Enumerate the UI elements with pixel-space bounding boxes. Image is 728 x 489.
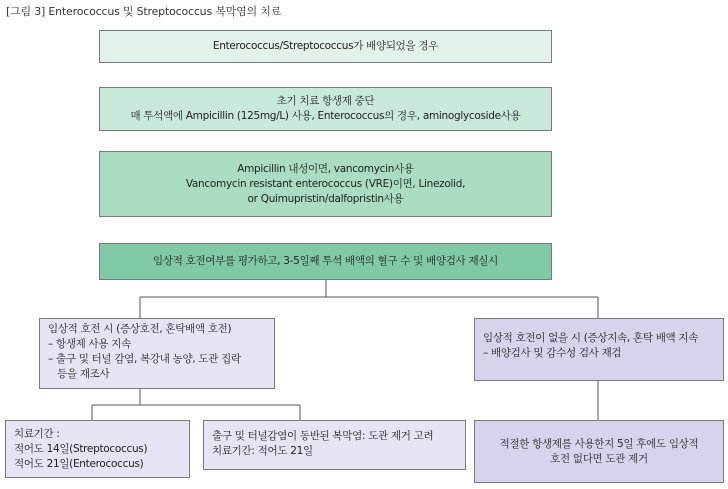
flow-box-initial-line1: 초기 치료 항생제 중단 — [276, 95, 375, 107]
flow-box-evaluation-text: 임상적 호전여부를 평가하고, 3-5일째 투석 배액의 혈구 수 및 배양검사 재실시 — [153, 255, 498, 267]
right-bottom-line1: 적절한 항생제를 사용한지 5일 후에도 임상적 — [499, 437, 699, 450]
left-branch-line4: 등을 재조사 — [48, 368, 110, 380]
flow-box-cultured — [99, 30, 552, 63]
right-branch-not-improved — [474, 318, 724, 381]
sub-box-duration-line2: 적어도 14일(Streptococcus) — [14, 443, 148, 455]
flow-box-initial-treatment — [99, 87, 552, 131]
left-branch-improved — [39, 318, 275, 389]
right-branch-line1: 임상적 호전이 없을 시 (증상지속, 혼탁 배액 지속 — [483, 332, 699, 344]
flow-box-initial-line2: 매 투석액에 Ampicillin (125mg/L) 사용, Enterococcus의 경우, aminoglycoside사용 — [130, 110, 521, 122]
flow-box-resistance-line2: Vancomycin resistant enterococcus (VRE)이면, Linezolid, — [185, 177, 466, 190]
left-branch-line2: – 항생제 사용 지속 — [48, 338, 131, 350]
sub-box-duration-line3: 적어도 21일(Enterococcus) — [14, 458, 144, 470]
flow-box-resistance-line1: Ampicillin 내성이면, vancomycin사용 — [237, 162, 414, 175]
left-branch-line1: 임상적 호전 시 (증상호전, 혼탁배액 호전) — [48, 323, 232, 335]
sub-box-duration — [5, 420, 190, 478]
left-branch-line3: – 출구 및 터널 감염, 복강내 농양, 도관 집락 — [48, 353, 241, 365]
flow-box-resistance — [99, 151, 552, 217]
sub-box-duration-line1: 치료기간 : — [14, 428, 60, 440]
flow-box-cultured-text: Enterococcus/Streptococcus가 배양되었을 경우 — [212, 40, 439, 52]
sub-box-tunnel-line1: 출구 및 터널감염이 동반된 복막염: 도관 제거 고려 — [212, 430, 434, 442]
right-branch-line2: – 배양검사 및 감수성 검사 재검 — [483, 347, 622, 359]
sub-box-tunnel-infection — [203, 420, 466, 470]
figure-caption: [그림 3] Enterococcus 및 Streptococcus 복막염의 치료 — [6, 5, 282, 18]
flow-box-resistance-line3: or Quimupristin/dalfopristin사용 — [247, 192, 404, 205]
flow-box-evaluation — [99, 243, 552, 280]
right-bottom-line2: 호전 없다면 도관 제거 — [550, 452, 648, 465]
right-branch-catheter-removal — [474, 420, 724, 483]
sub-box-tunnel-line2: 치료기간: 적어도 21일 — [212, 445, 313, 457]
